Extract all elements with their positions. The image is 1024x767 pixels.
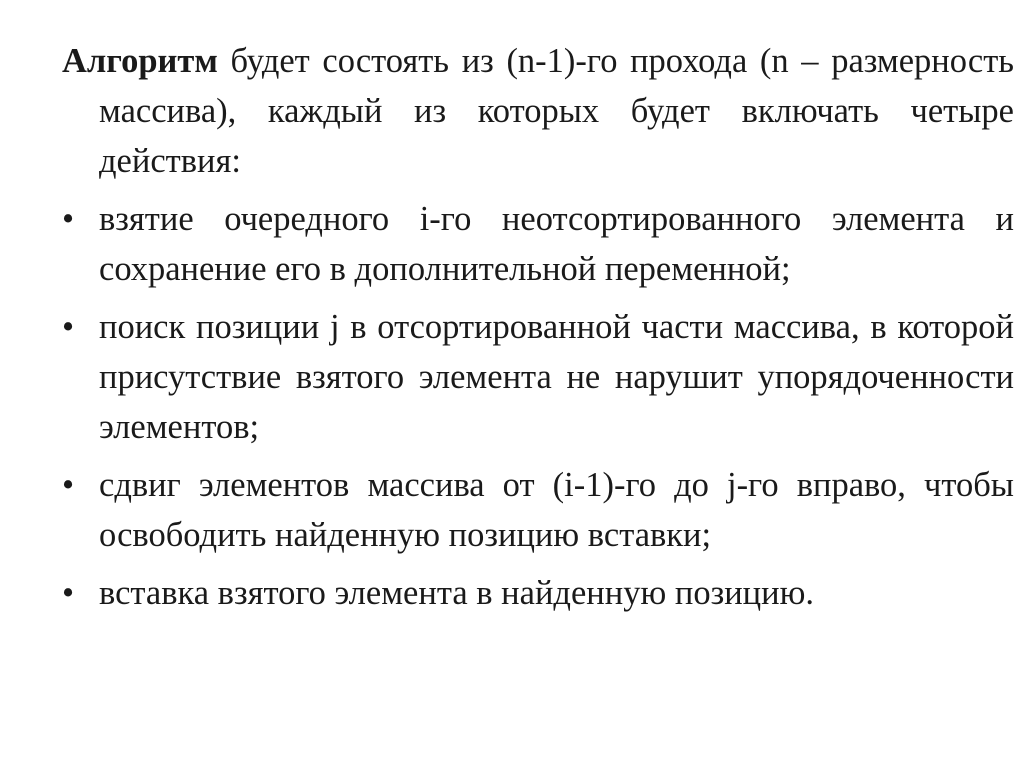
list-item: [62, 568, 1014, 618]
bullet-icon: •: [62, 574, 75, 612]
list-item: [62, 460, 1014, 560]
bullet-icon: •: [62, 308, 75, 346]
list-item: [62, 302, 1014, 452]
steps-list: [62, 194, 1014, 618]
bullet-icon: •: [62, 466, 75, 504]
list-item-text: сдвиг элементов массива от (i-1)-го до j-го вправо, чтобы освободить найденную позицию вставки;: [99, 466, 1014, 554]
bullet-icon: •: [62, 200, 75, 238]
list-item-text: поиск позиции j в отсортированной части массива, в которой присутствие взятого элемента не нарушит упорядоченности элементов;: [99, 308, 1014, 446]
intro-text: будет состоять из (n-1)-го прохода (n – размерность массива), каждый из которых будет включать четыре действия:: [99, 42, 1014, 180]
slide-content: [62, 36, 1014, 626]
list-item: [62, 194, 1014, 294]
list-item-text: вставка взятого элемента в найденную позицию.: [99, 574, 814, 612]
list-item-text: взятие очередного i-го неотсортированного элемента и сохранение его в дополнительной переменной;: [99, 200, 1014, 288]
intro-term: Алгоритм: [62, 42, 218, 80]
intro-paragraph: [62, 36, 1014, 186]
